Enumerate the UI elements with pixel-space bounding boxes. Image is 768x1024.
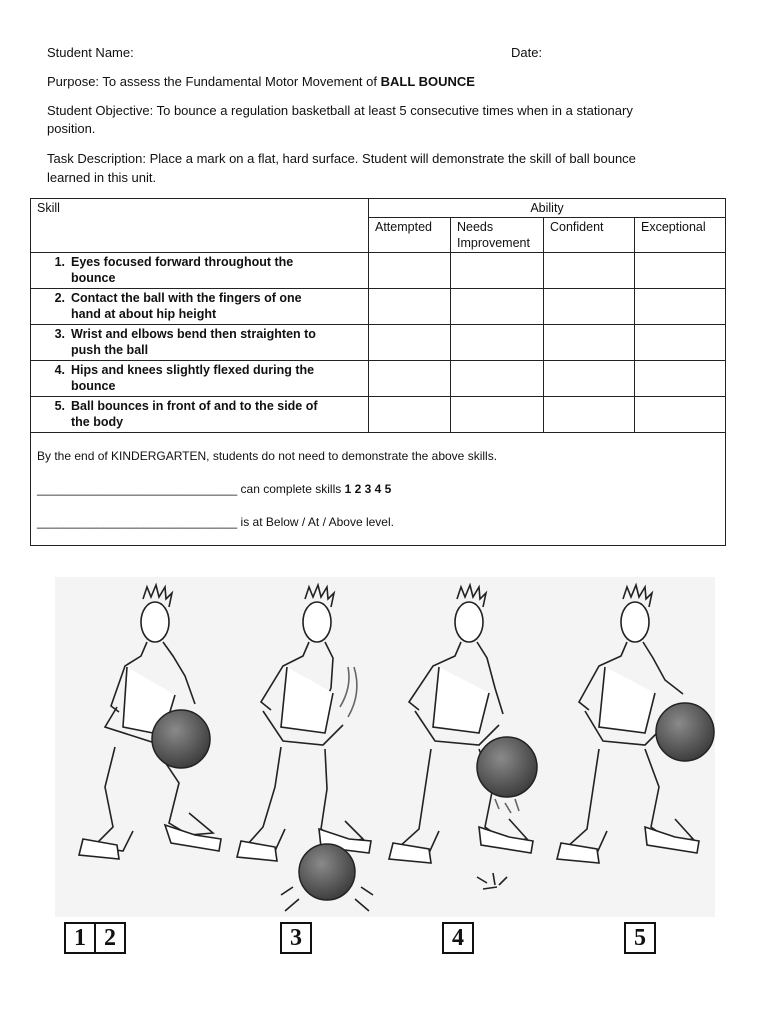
name-blank[interactable]: ______________________________ (37, 515, 238, 529)
skill-text: Contact the ball with the fingers of one (71, 291, 302, 305)
table-row (31, 361, 726, 397)
rating-cell[interactable] (635, 361, 726, 397)
rating-cell[interactable] (544, 361, 635, 397)
purpose-line (47, 73, 475, 91)
student-name-label: Student Name: (47, 45, 134, 60)
rating-cell[interactable] (451, 361, 544, 397)
skill-text: Hips and knees slightly flexed during the (71, 363, 315, 377)
rating-cell[interactable] (544, 289, 635, 325)
name-blank[interactable]: ______________________________ (37, 482, 238, 496)
figure-label-2: 2 (94, 924, 124, 952)
skill-text: bounce (71, 379, 116, 393)
basketball (299, 844, 355, 900)
purpose-skill: BALL BOUNCE (380, 74, 475, 89)
figure-label-5: 5 (634, 925, 646, 951)
skill-cell (31, 253, 369, 289)
date-label: Date: (511, 45, 543, 60)
skill-header: Skill (31, 199, 369, 218)
figure-label-box (624, 922, 656, 954)
rating-cell[interactable] (451, 397, 544, 433)
task-line-1: Task Description: Place a mark on a flat, hard surface. Student will demonstrate the skill of ball bounce (47, 151, 636, 166)
kindergarten-note: By the end of KINDERGARTEN, students do not need to demonstrate the above skills. (37, 449, 498, 463)
skill-text: the body (71, 415, 124, 429)
rating-cell[interactable] (369, 325, 451, 361)
rating-cell[interactable] (451, 253, 544, 289)
ability-col-needs-improvement: Needs Improvement (451, 218, 544, 253)
rating-cell[interactable] (635, 325, 726, 361)
figure-label-box (280, 922, 312, 954)
skill-number: 3. (54, 327, 65, 341)
skill-number: 5. (54, 399, 65, 413)
objective-line-2: position. (47, 121, 96, 136)
skill-text: push the ball (71, 343, 149, 357)
ability-col-confident: Confident (544, 218, 635, 253)
rating-cell[interactable] (544, 325, 635, 361)
skill-text: Wrist and elbows bend then straighten to (71, 327, 316, 341)
skill-numbers-choice[interactable]: 1 2 3 4 5 (344, 482, 392, 496)
skill-number: 1. (54, 255, 65, 269)
rating-cell[interactable] (369, 289, 451, 325)
figure-label-4: 4 (452, 925, 464, 951)
skill-text: Ball bounces in front of and to the side of (71, 399, 318, 413)
ability-col-attempted: Attempted (369, 218, 451, 253)
skill-text: Eyes focused forward throughout the (71, 255, 294, 269)
table-header-row (31, 199, 726, 218)
basketball (656, 703, 714, 761)
skill-text: hand at about hip height (71, 307, 217, 321)
skill-number: 4. (54, 363, 65, 377)
task-line-2: learned in this unit. (47, 170, 157, 185)
skill-number: 2. (54, 291, 65, 305)
level-label: is at Below / At / Above level. (237, 515, 394, 529)
table-row (31, 325, 726, 361)
table-row (31, 253, 726, 289)
ball-bounce-illustration (55, 577, 715, 917)
rating-cell[interactable] (635, 253, 726, 289)
rating-cell[interactable] (544, 253, 635, 289)
complete-label: can complete skills (237, 482, 345, 496)
rating-cell[interactable] (635, 289, 726, 325)
rating-cell[interactable] (451, 289, 544, 325)
purpose-prefix: Purpose: To assess the Fundamental Motor Movement of (47, 74, 381, 89)
table-row (31, 397, 726, 433)
figure-label-box (442, 922, 474, 954)
figure-label-box (64, 922, 126, 954)
ability-header: Ability (369, 199, 726, 218)
complete-skills-line (37, 482, 391, 496)
objective-line-1: Student Objective: To bounce a regulation basketball at least 5 consecutive times when in a stationary (47, 103, 633, 118)
skill-cell (31, 397, 369, 433)
table-row (31, 289, 726, 325)
rating-cell[interactable] (451, 325, 544, 361)
skill-cell (31, 325, 369, 361)
skill-cell (31, 361, 369, 397)
ability-col-exceptional: Exceptional (635, 218, 726, 253)
rating-cell[interactable] (635, 397, 726, 433)
ability-columns-row (31, 218, 726, 253)
rating-cell[interactable] (369, 253, 451, 289)
level-line (37, 515, 394, 529)
rating-cell[interactable] (369, 361, 451, 397)
rating-cell[interactable] (369, 397, 451, 433)
basketball (152, 710, 210, 768)
rating-cell[interactable] (544, 397, 635, 433)
skill-text: bounce (71, 271, 116, 285)
figure-label-3: 3 (290, 925, 302, 951)
basketball (477, 737, 537, 797)
figure-label-1: 1 (74, 925, 86, 951)
skill-cell (31, 289, 369, 325)
